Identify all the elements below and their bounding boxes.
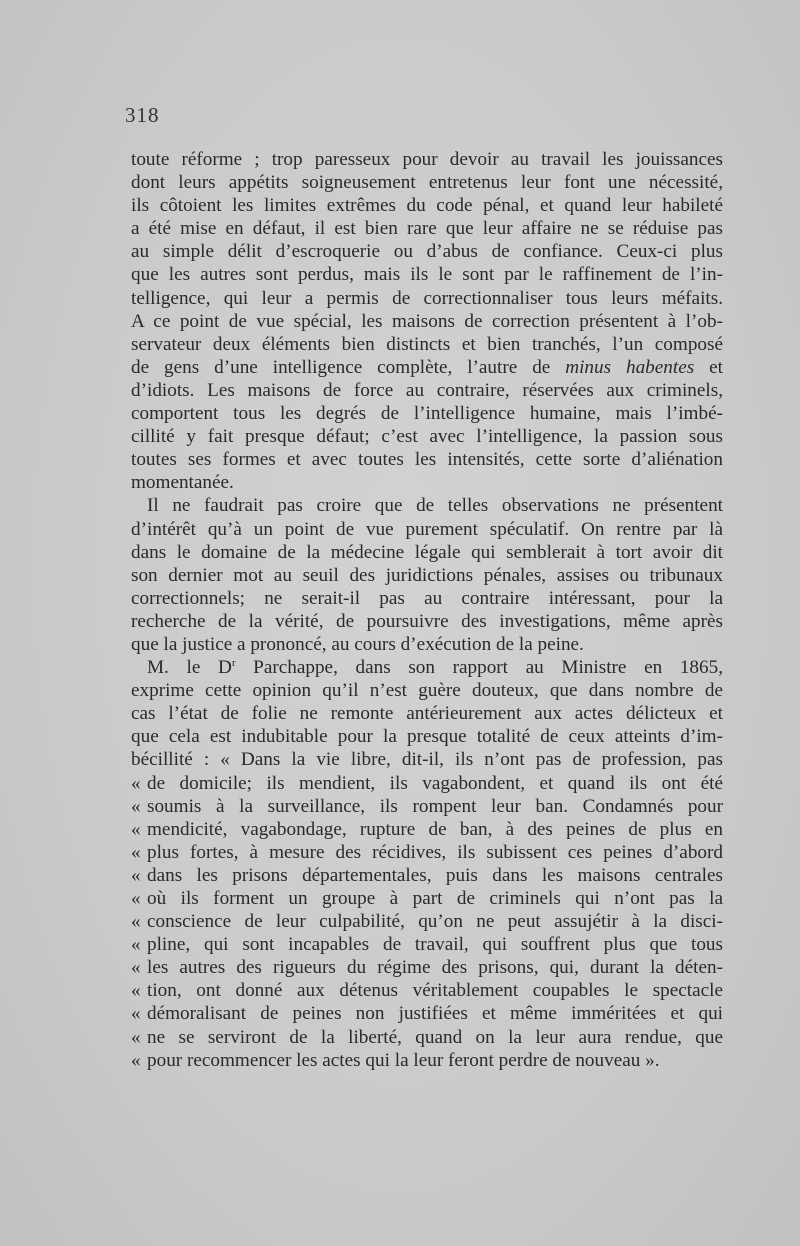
guillemet: « <box>131 934 141 956</box>
text-line: ils côtoient les limites extrêmes du code pénal, et quand leur habileté <box>131 195 723 217</box>
guillemet: « <box>131 841 141 863</box>
quote-line <box>131 795 723 818</box>
quote-line <box>131 818 723 841</box>
guillemet: « <box>131 772 141 794</box>
quote-text: pline, qui sont incapables de travail, qui souffrent plus que tous <box>147 934 723 956</box>
guillemet: « <box>131 957 141 979</box>
quote-line <box>131 1026 723 1049</box>
text-line-with-italic <box>131 356 723 379</box>
text-line: comportent tous les degrés de l’intelligence humaine, mais l’imbé- <box>131 403 723 425</box>
superscript: r <box>231 657 236 670</box>
quote-text: les autres des rigueurs du régime des prisons, qui, durant la déten- <box>147 957 723 979</box>
quote-text: où ils forment un groupe à part de criminels qui n’ont pas la <box>147 888 723 909</box>
guillemet: « <box>131 911 141 933</box>
quote-line <box>131 956 723 979</box>
quote-text: de domicile; ils mendient, ils vagabondent, et quand ils ont été <box>147 772 723 794</box>
guillemet: « <box>131 1003 141 1025</box>
text-line: correctionnels; ne serait-il pas au contraire intéressant, pour la <box>131 587 723 609</box>
text-segment: et <box>709 356 723 378</box>
text-line: A ce point de vue spécial, les maisons de correction présentent à l’ob- <box>131 310 723 332</box>
quote-text: dans les prisons départementales, puis dans les maisons centrales <box>147 864 723 886</box>
guillemet: « <box>131 1026 141 1048</box>
guillemet: « <box>131 1049 141 1071</box>
quote-line <box>131 1002 723 1025</box>
quote-text: mendicité, vagabondage, rupture de ban, à des peines de plus en <box>147 818 723 840</box>
quote-line <box>131 864 723 887</box>
guillemet: « <box>131 980 141 1002</box>
page-number: 318 <box>125 103 160 127</box>
quote-text: tion, ont donné aux détenus véritablement coupables le spectacle <box>147 980 723 1002</box>
text-line: exprime cette opinion qu’il n’est guère douteux, que dans nombre de <box>131 680 723 702</box>
text-line: que les autres sont perdus, mais ils le sont par le raffinement de l’in- <box>131 264 723 286</box>
text-line: d’intérêt qu’à un point de vue purement spéculatif. On rentre par là <box>131 518 723 540</box>
quote-line <box>131 933 723 956</box>
body-text <box>131 148 723 1072</box>
quote-line <box>131 910 723 933</box>
guillemet: « <box>131 888 141 909</box>
guillemet: « <box>131 818 141 840</box>
text-line: bécillité : « Dans la vie libre, dit-il, ils n’ont pas de profession, pas <box>131 749 723 771</box>
text-line: que la justice a prononcé, au cours d’exécution de la peine. <box>131 633 584 655</box>
text-line: dans le domaine de la médecine légale qui semblerait à tort avoir dit <box>131 541 723 563</box>
guillemet: « <box>131 795 141 817</box>
text-line: au simple délit d’escroquerie ou d’abus de confiance. Ceux-ci plus <box>131 241 723 263</box>
guillemet: « <box>131 864 141 886</box>
quote-text: conscience de leur culpabilité, qu’on ne peut assujétir à la disci- <box>147 911 723 933</box>
quote-text: plus fortes, à mesure des récidives, ils subissent ces peines d’abord <box>147 841 723 863</box>
italic-phrase: minus habentes <box>565 356 695 378</box>
text-segment: de gens d’une intelligence complète, l’autre de <box>131 356 551 378</box>
quote-line <box>131 979 723 1002</box>
text-line: dont leurs appétits soigneusement entretenus leur font une nécessité, <box>131 172 723 194</box>
text-line: cas l’état de folie ne remonte antérieurement aux actes délicteux et <box>131 703 723 725</box>
text-line: telligence, qui leur a permis de correctionnaliser tous leurs méfaits. <box>131 287 723 309</box>
text-line: que cela est indubitable pour la presque totalité de ceux atteints d’im- <box>131 726 723 748</box>
text-line: momentanée. <box>131 472 234 494</box>
quote-text: ne se serviront de la liberté, quand on la leur aura rendue, que <box>147 1026 723 1048</box>
quote-line <box>131 841 723 864</box>
text-line: recherche de la vérité, de poursuivre des investigations, même après <box>131 610 723 632</box>
quote-text: pour recommencer les actes qui la leur feront perdre de nouveau ». <box>147 1049 660 1071</box>
quote-line <box>131 887 723 910</box>
text-line: toute réforme ; trop paresseux pour devoir au travail les jouissances <box>131 149 723 170</box>
text-segment: M. le D <box>147 657 232 679</box>
text-line: a été mise en défaut, il est bien rare que leur affaire ne se réduise pas <box>131 218 723 240</box>
quote-line <box>131 1049 723 1072</box>
paragraph-start-line <box>131 656 723 679</box>
quote-text: soumis à la surveillance, ils rompent leur ban. Condamnés pour <box>147 795 723 817</box>
text-line: d’idiots. Les maisons de force au contraire, réservées aux criminels, <box>131 379 723 401</box>
text-line: toutes ses formes et avec toutes les intensités, cette sorte d’aliénation <box>131 449 723 471</box>
text-line: servateur deux éléments bien distincts et bien tranchés, l’un composé <box>131 333 723 355</box>
paragraph-start-line: Il ne faudrait pas croire que de telles observations ne présentent <box>147 495 723 517</box>
text-line: son dernier mot au seuil des juridictions pénales, assises ou tribunaux <box>131 564 723 586</box>
text-segment: Parchappe, dans son rapport au Ministre en 1865, <box>235 657 723 679</box>
quote-line <box>131 772 723 795</box>
quote-text: démoralisant de peines non justifiées et même imméritées et qui <box>147 1003 723 1025</box>
text-line: cillité y fait presque défaut; c’est avec l’intelligence, la passion sous <box>131 426 723 448</box>
